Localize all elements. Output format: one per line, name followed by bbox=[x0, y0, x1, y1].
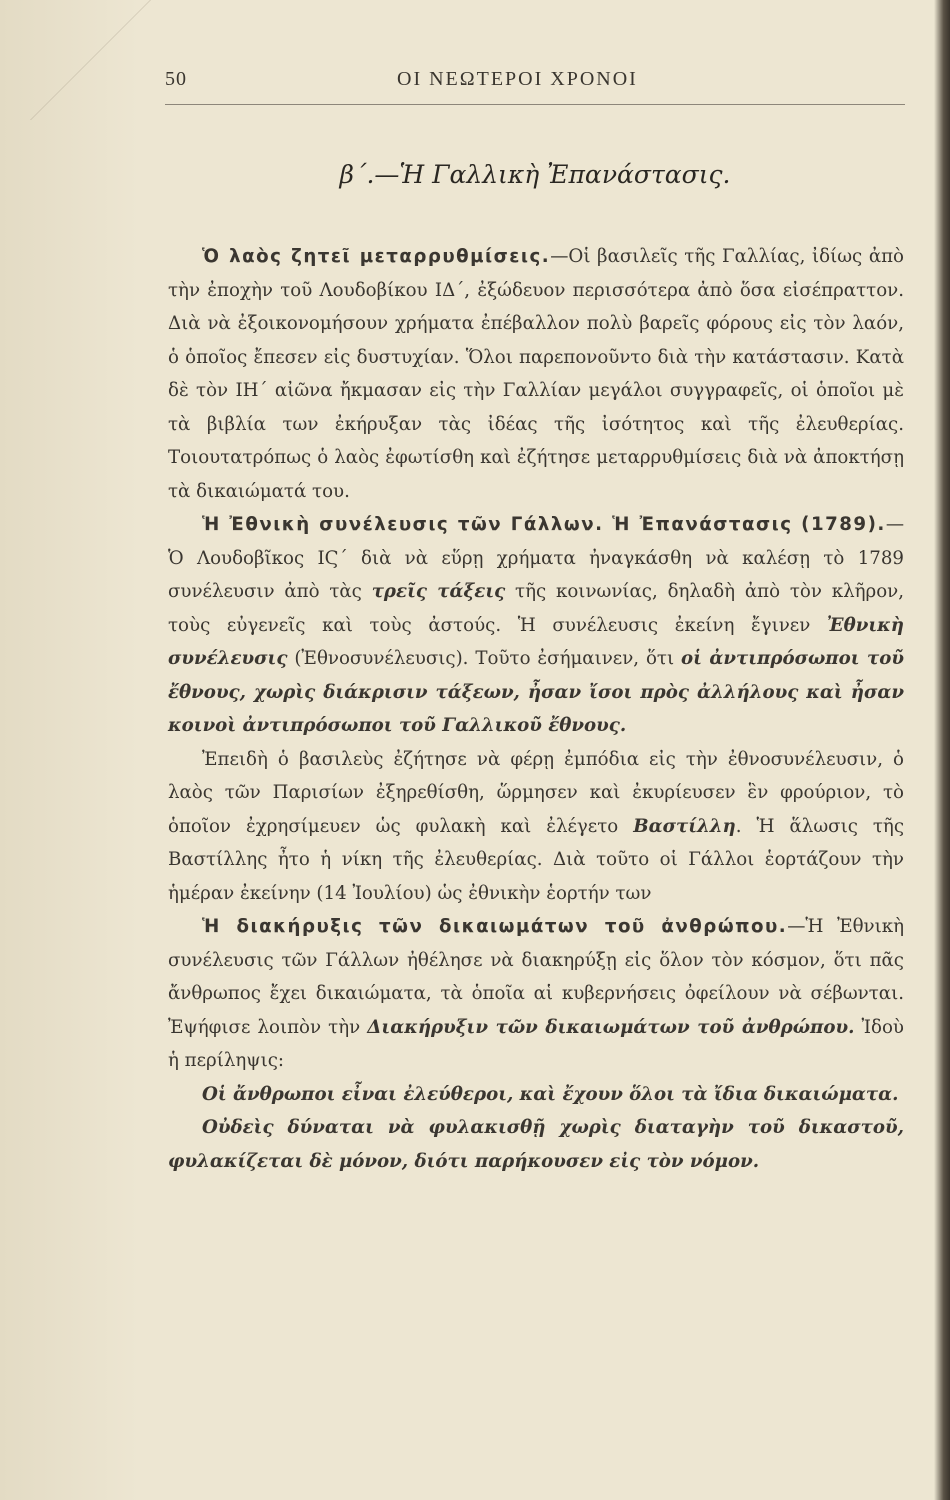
header-rule bbox=[165, 104, 905, 105]
quote-rights: Οἱ ἄνθρωποι εἶναι ἐλεύθεροι, καὶ ἔχουν ὅλοι τὰ ἴδια δικαιώματα. bbox=[202, 1083, 899, 1105]
quote-detention: Οὐδεὶς δύναται νὰ φυλακισθῇ χωρὶς διαταγὴν τοῦ δικαστοῦ, φυλακίζεται δὲ μόνον, διότι παρήκουσεν εἰς τὸν νόμον. bbox=[168, 1117, 904, 1172]
emphasis-text: Διακήρυξιν τῶν δικαιωμάτων τοῦ ἀνθρώπου. bbox=[367, 1016, 855, 1038]
paragraph-assembly bbox=[168, 508, 904, 743]
emphasis-text: τρεῖς τάξεις bbox=[371, 581, 506, 602]
section-title: β΄.—Ἡ Γαλλικὴ Ἐπανάστασις. bbox=[339, 160, 731, 189]
page-number: 50 bbox=[165, 68, 187, 90]
paragraph-heading: Ἡ διακήρυξις τῶν δικαιωμάτων τοῦ ἀνθρώπου. bbox=[202, 916, 788, 937]
page-edge bbox=[934, 0, 950, 1500]
paragraph-heading: Ὁ λαὸς ζητεῖ μεταρρυθμίσεις. bbox=[202, 246, 551, 267]
paragraph-text: (Ἐθνοσυνέλευσις). Τοῦτο ἐσήμαινεν, ὅτι bbox=[287, 648, 681, 669]
paragraph-text: —Ἡ Ἐθνικὴ συνέλευσις τῶν Γάλλων ἠθέλησε νὰ διακηρύξῃ εἰς ὅλον τὸν κόσμον, ὅτι πᾶς ἄνθρωπος ἔχει δικαιώματα, τὰ ὁποῖα αἱ κυβερνήσεις ὀφείλουν νὰ σέβωνται. Ἐψήφισε λοιπὸν τὴν bbox=[168, 916, 904, 1038]
running-title: ΟΙ ΝΕΩΤΕΡΟΙ ΧΡΟΝΟΙ bbox=[397, 68, 638, 90]
paragraph-bastille bbox=[168, 743, 904, 911]
paragraph-text: Ἐπειδὴ ὁ βασιλεὺς ἐζήτησε νὰ φέρῃ ἐμπόδια εἰς τὴν ἐθνοσυνέλευσιν, ὁ λαὸς τῶν Παρισίων ἐξηρεθίσθη, ὥρμησεν καὶ ἐκυρίευσεν ἓν φρούριον, τὸ ὁποῖον ἐχρησίμευεν ὡς φυλακὴ καὶ ἐλέγετο bbox=[168, 748, 904, 837]
emphasis-text: οἱ ἀντιπρόσωποι τοῦ ἔθνους, χωρὶς διάκρισιν τάξεων, ἦσαν ἴσοι πρὸς ἀλλήλους καὶ ἦσαν κοινοὶ ἀντιπρόσωποι τοῦ Γαλλικοῦ ἔθνους. bbox=[168, 648, 904, 736]
paragraph-text: —Ὁ Λουδοβῖκος ΙϚ΄ διὰ νὰ εὕρῃ χρήματα ἠναγκάσθη νὰ καλέσῃ τὸ 1789 συνέλευσιν ἀπὸ τὰς bbox=[168, 514, 904, 602]
paragraph-text: . Ἡ ἅλωσις τῆς Βαστίλλης ἦτο ἡ νίκη τῆς ἐλευθερίας. Διὰ τοῦτο οἱ Γάλλοι ἑορτάζουν τὴν ἡμέραν ἐκείνην (14 Ἰουλίου) ὡς ἐθνικὴν ἑορτήν των bbox=[168, 815, 905, 904]
paragraph-declaration bbox=[168, 910, 904, 1078]
emphasis-text: Βαστίλλη bbox=[633, 815, 736, 837]
paragraph-text: τῆς κοινωνίας, δηλαδὴ ἀπὸ τὸν κλῆρον, τοὺς εὐγενεῖς καὶ τοὺς ἀστούς. Ἡ συνέλευσις ἐκείνη ἔγινεν bbox=[168, 581, 904, 636]
paragraph-text: Ἰδοὺ ἡ περίληψις: bbox=[168, 1016, 904, 1071]
emphasis-text: Ἐθνικὴ συνέλευσις bbox=[168, 614, 904, 669]
page-shadow bbox=[0, 0, 140, 1500]
page-header bbox=[165, 68, 905, 102]
paragraph-heading: Ἡ Ἐθνικὴ συνέλευσις τῶν Γάλλων. Ἡ Ἐπανάστασις (1789). bbox=[202, 514, 886, 535]
paragraph-demands bbox=[168, 240, 904, 508]
body-text bbox=[168, 240, 904, 1178]
paragraph-text: —Οἱ βασιλεῖς τῆς Γαλλίας, ἰδίως ἀπὸ τὴν ἐποχὴν τοῦ Λουδοβίκου ΙΔ΄, ἐξώδευον περισσότερα ἀπὸ ὅσα εἰσέπραττον. Διὰ νὰ ἐξοικονομήσουν χρήματα ἐπέβαλλον πολὺ βαρεῖς φόρους εἰς τὸν λαόν, ὁ ὁποῖος ἔπεσεν εἰς δυστυχίαν. Ὅλοι παρεπονοῦντο διὰ τὴν κατάστασιν. Κατὰ δὲ τὸν ΙΗ΄ αἰῶνα ἤκμασαν εἰς τὴν Γαλλίαν μεγάλοι συγγραφεῖς, οἱ ὁποῖοι μὲ τὰ βιβλία των ἐκήρυξαν τὰς ἰδέας τῆς ἰσότητος καὶ τῆς ἐλευθερίας. Τοιουτατρόπως ὁ λαὸς ἐφωτίσθη καὶ ἐζήτησε μεταρρυθμίσεις διὰ νὰ ἀποκτήσῃ τὰ δικαιώματά του. bbox=[168, 246, 905, 502]
